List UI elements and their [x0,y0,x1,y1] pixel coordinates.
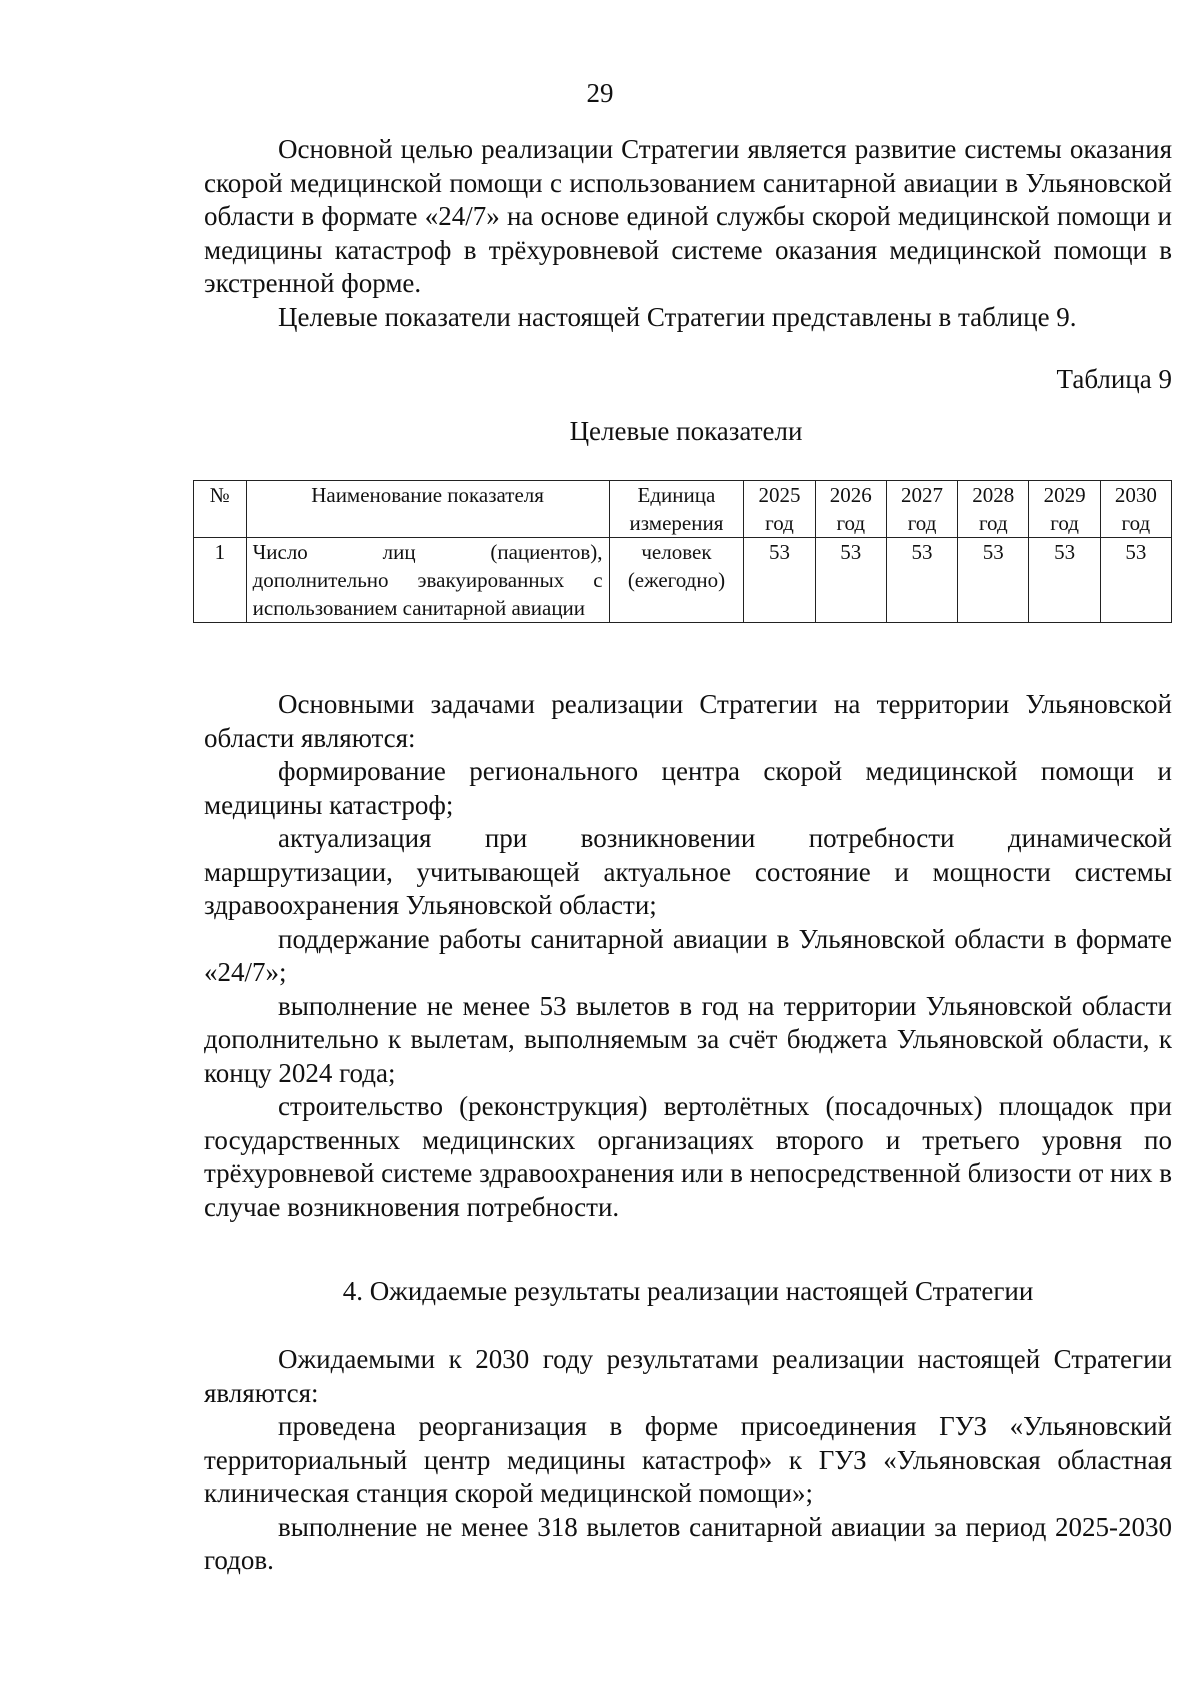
cell-num: 1 [194,538,247,623]
paragraph: актуализация при возникновении потребности динамической маршрутизации, учитывающей актуальное состояние и мощности системы здравоохранения Ульяновской области; [204,823,1172,920]
table-label: Таблица 9 [1056,364,1172,394]
header-year: 2028 год [958,481,1029,538]
header-year: 2026 год [815,481,886,538]
table-title: Целевые показатели [569,416,803,446]
header-num: № [194,481,247,538]
paragraph: формирование регионального центра скорой медицинской помощи и медицины катастроф; [204,756,1172,820]
cell-value: 53 [744,538,815,623]
cell-value: 53 [1029,538,1100,623]
cell-name: Число лиц (пациентов), дополнительно эвакуированных с использованием санитарной авиации [246,538,609,623]
header-unit: Единица измерения [609,481,744,538]
paragraph: проведена реорганизация в форме присоединения ГУЗ «Ульяновский территориальный центр медицины катастроф» к ГУЗ «Ульяновская областная клиническая станция скорой медицинской помощи»; [204,1411,1172,1508]
cell-unit: человек (ежегодно) [609,538,744,623]
paragraph: поддержание работы санитарной авиации в Ульяновской области в формате «24/7»; [204,923,1172,987]
paragraph: выполнение не менее 318 вылетов санитарной авиации за период 2025-2030 годов. [204,1511,1172,1575]
header-year: 2030 год [1100,481,1171,538]
tasks-section [204,688,1172,1224]
paragraph: строительство (реконструкция) вертолётных (посадочных) площадок при государственных медицинских организациях второго и третьего уровня по трёхуровневой системе здравоохранения или в непосредственной близости от них в случае возникновения потребности. [204,1091,1172,1222]
page-number: 29 [586,78,614,108]
indicators-table [193,480,1172,623]
cell-value: 53 [886,538,957,623]
header-year: 2029 год [1029,481,1100,538]
table-row [194,538,1172,623]
section-heading: 4. Ожидаемые результаты реализации настоящей Стратегии [342,1276,1034,1306]
header-year: 2027 год [886,481,957,538]
cell-value: 53 [958,538,1029,623]
cell-value: 53 [1100,538,1171,623]
paragraph: выполнение не менее 53 вылетов в год на территории Ульяновской области дополнительно к вылетам, выполняемым за счёт бюджета Ульяновской области, к концу 2024 года; [204,990,1172,1088]
header-name: Наименование показателя [246,481,609,538]
intro-section [204,133,1172,334]
cell-value: 53 [815,538,886,623]
paragraph: Основными задачами реализации Стратегии на территории Ульяновской области являются: [204,689,1172,753]
paragraph: Целевые показатели настоящей Стратегии представлены в таблице 9. [278,301,1077,332]
results-section [204,1343,1172,1578]
table-header-row [194,481,1172,538]
header-year: 2025 год [744,481,815,538]
paragraph: Основной целью реализации Стратегии является развитие системы оказания скорой медицинской помощи с использованием санитарной авиации в Ульяновской области в формате «24/7» на основе единой службы скорой медицинской помощи и медицины катастроф в трёхуровневой системе оказания медицинской помощи в экстренной форме. [204,134,1172,298]
paragraph: Ожидаемыми к 2030 году результатами реализации настоящей Стратегии являются: [204,1344,1172,1408]
